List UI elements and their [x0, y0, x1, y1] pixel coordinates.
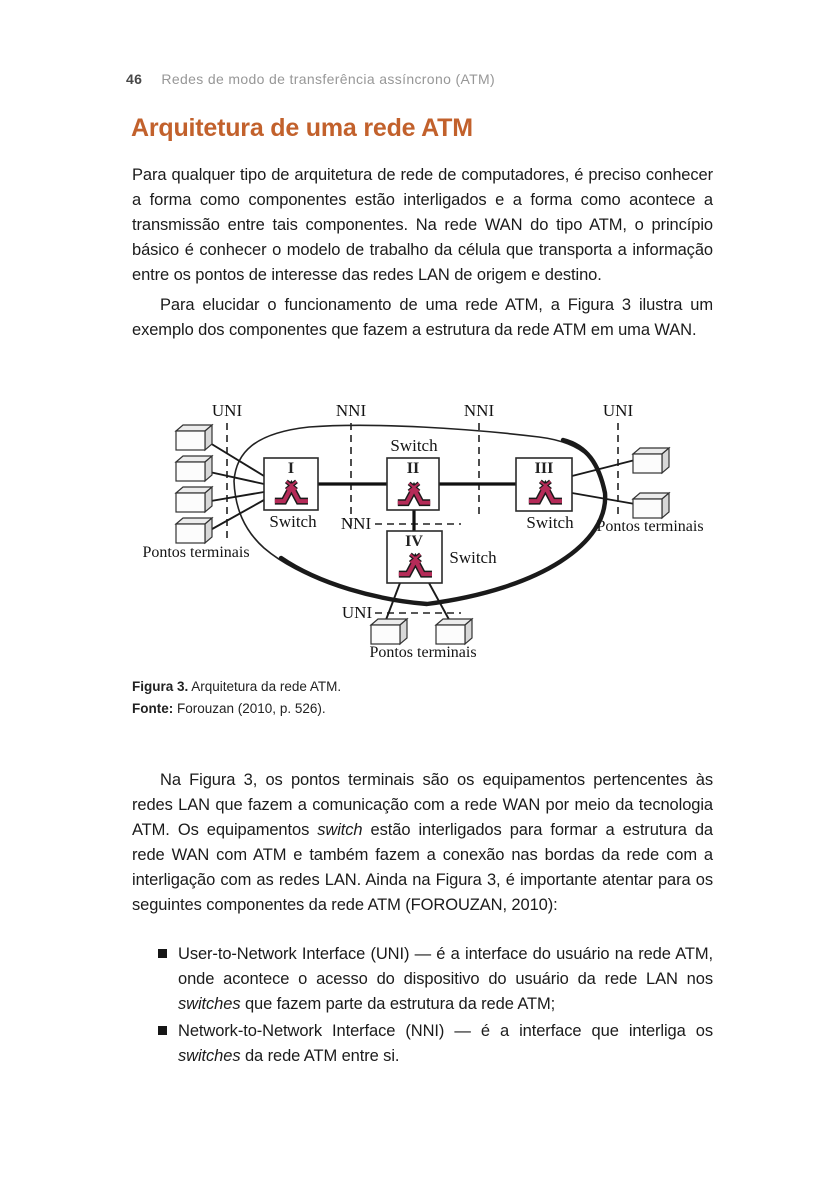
switch-label-4: Switch [449, 548, 497, 567]
caption-text: Arquitetura da rede ATM. [188, 679, 342, 694]
paragraph-2: Para elucidar o funcionamento de uma rede ATM, a Figura 3 ilustra um exemplo dos componentes que fazem a estrutura da rede ATM em uma WAN. [132, 296, 713, 339]
nni-label-middle: NNI [340, 514, 372, 533]
paragraph-3-part1: Na Figura 3, os pontos terminais são os equipamentos pertencentes às redes LAN que fazem a comunicação com a rede WAN por meio da tecnologia ATM. Os equipamentos [132, 771, 713, 839]
uni-label-top-left: UNI [211, 401, 243, 420]
paragraph-3-italic: switch [317, 821, 363, 839]
terminals-label-bottom: Pontos terminais [369, 644, 477, 661]
section-heading: Arquitetura de uma rede ATM [131, 114, 473, 142]
switch-label-3: Switch [526, 513, 574, 532]
switch-numeral-2: II [406, 460, 420, 477]
interface-bullet-list [132, 942, 713, 1071]
paragraph-1: Para qualquer tipo de arquitetura de rede de computadores, é preciso conhecer a forma como componentes estão interligados e a forma como acontece a transmissão entre tais componentes. Na rede WAN do tipo ATM, o princípio básico é conhecer o modelo de trabalho da célula que transporta a informação entre os pontos de interesse das redes LAN de origem e destino. [132, 166, 713, 284]
source-text: Forouzan (2010, p. 526). [173, 700, 326, 716]
terminals-label-left: Pontos terminais [142, 544, 250, 561]
uni-bullet-part2: que fazem parte da estrutura da rede ATM; [240, 995, 556, 1013]
running-title: Redes de modo de transferência assíncrono (ATM) [161, 71, 496, 87]
uni-label-bottom: UNI [341, 603, 373, 622]
terminal-cube [176, 487, 212, 512]
terminal-cube [436, 619, 472, 644]
terminal-cube [176, 425, 212, 450]
terminal-cube [633, 448, 669, 473]
caption-label: Figura 3. [132, 679, 189, 694]
terminal-cube [371, 619, 407, 644]
caption-line [132, 676, 341, 698]
nni-label-top-right: NNI [463, 401, 495, 420]
uni-label-top-right: UNI [602, 401, 634, 420]
square-bullet-icon [158, 1026, 167, 1035]
terminal-cube [633, 493, 669, 518]
paragraph-3-part2: estão interligados para formar a estrutura da rede WAN com ATM e também fazem a conexão nas bordas da rede com a interligação com as redes LAN. Ainda na Figura 3, é importante atentar para os seguintes componentes da rede ATM (FOROUZAN, 2010): [132, 821, 713, 914]
switch-numeral-1: I [287, 460, 295, 477]
terminal-cube [176, 456, 212, 481]
list-item-nni [132, 1019, 713, 1069]
switch-numeral-3: III [534, 460, 554, 477]
switch-label-1: Switch [269, 512, 317, 531]
switch-label-2: Switch [390, 436, 438, 455]
nni-bullet-italic: switches [178, 1047, 241, 1065]
source-label: Fonte: [132, 700, 174, 716]
nni-bullet-part2: da rede ATM entre si. [240, 1047, 400, 1065]
page-number: 46 [126, 71, 143, 87]
switch-numeral-4: IV [405, 533, 423, 550]
nni-bullet-part1: Network-to-Network Interface (NNI) — é a interface que interliga os [178, 1022, 713, 1040]
uni-bullet-italic: switches [178, 995, 241, 1013]
paragraph-3 [132, 768, 713, 918]
source-line [132, 698, 341, 720]
figure-caption [132, 676, 341, 719]
nni-label-top-left: NNI [335, 401, 367, 420]
square-bullet-icon [158, 949, 167, 958]
uni-bullet-part1: User-to-Network Interface (UNI) — é a interface do usuário na rede ATM, onde acontece o acesso do dispositivo do usuário da rede LAN nos [178, 945, 713, 988]
terminals-label-right: Pontos terminais [596, 518, 704, 535]
page-header [126, 71, 495, 87]
list-item-uni [132, 942, 713, 1017]
terminal-cube [176, 518, 212, 543]
figure-atm-network-diagram [139, 398, 719, 666]
